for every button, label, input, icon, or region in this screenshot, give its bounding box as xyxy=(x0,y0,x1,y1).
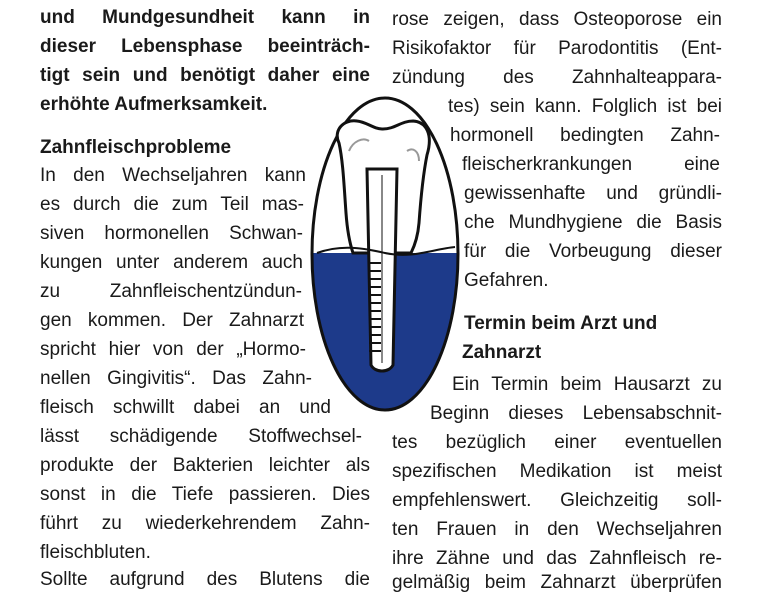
section-heading-termin-line2 xyxy=(462,343,541,365)
body-line: gelmäßig beim Zahnarzt überprüfen xyxy=(392,572,722,593)
body-line: tes) sein kann. Folglich ist bei xyxy=(448,96,722,117)
body-line: empfehlenswert. Gleichzeitig soll- xyxy=(392,490,722,511)
body-line: In den Wechseljahren kann xyxy=(40,165,306,186)
body-line: kungen unter anderem auch xyxy=(40,252,303,273)
body-line: fleischerkrankungen eine xyxy=(462,154,720,175)
body-line: Gefahren. xyxy=(464,270,549,291)
body-line: sonst in die Tiefe passieren. Dies xyxy=(40,484,370,505)
body-line: che Mundhygiene die Basis xyxy=(464,212,722,233)
tooth-implant-illustration-icon xyxy=(309,95,461,413)
body-line: gewissenhafte und gründli- xyxy=(464,183,722,204)
body-line: produkte der Bakterien leichter als xyxy=(40,455,370,476)
section-heading-termin-line1: Termin beim Arzt und xyxy=(464,313,658,334)
body-line: Ein Termin beim Hausarzt zu xyxy=(452,374,722,395)
body-line: gen kommen. Der Zahnarzt xyxy=(40,310,304,331)
body-line: es durch die zum Teil mas- xyxy=(40,194,304,215)
body-line: siven hormonellen Schwan- xyxy=(40,223,303,244)
body-line: zündung des Zahnhalteappara- xyxy=(392,67,722,88)
body-line: für die Vorbeugung dieser xyxy=(464,241,722,262)
intro-line: erhöhte Aufmerksamkeit. xyxy=(40,94,268,115)
body-line: Sollte aufgrund des Blutens die xyxy=(40,569,370,590)
body-line: führt zu wiederkehrendem Zahn- xyxy=(40,513,370,534)
body-line: fleischbluten. xyxy=(40,542,151,563)
body-line: hormonell bedingten Zahn- xyxy=(450,125,720,146)
body-line: spricht hier von der „Hormo- xyxy=(40,339,306,360)
body-line: rose zeigen, dass Osteoporose ein xyxy=(392,9,722,30)
body-line: zu Zahnfleischentzündun- xyxy=(40,281,302,302)
body-line: ten Frauen in den Wechseljahren xyxy=(392,519,722,540)
intro-line: dieser Lebensphase beeinträch- xyxy=(40,36,370,57)
section-heading-zahnfleischprobleme: Zahnfleischprobleme xyxy=(40,137,232,158)
body-line: ihre Zähne und das Zahnfleisch re- xyxy=(392,548,722,569)
body-line: nellen Gingivitis“. Das Zahn- xyxy=(40,368,312,389)
heading-word-zahnarzt: Zahnarzt xyxy=(462,342,542,363)
body-line: spezifischen Medikation ist meist xyxy=(392,461,722,482)
body-line: Beginn dieses Lebensabschnit- xyxy=(430,403,722,424)
body-line: Risikofaktor für Parodontitis (Ent- xyxy=(392,38,722,59)
body-line: tes bezüglich einer eventuellen xyxy=(392,432,722,453)
intro-line: und Mundgesundheit kann in xyxy=(40,7,370,28)
body-line: fleisch schwillt dabei an und xyxy=(40,397,331,418)
body-line: lässt schädigende Stoffwechsel- xyxy=(40,426,362,447)
intro-line: tigt sein und benötigt daher eine xyxy=(40,65,370,86)
